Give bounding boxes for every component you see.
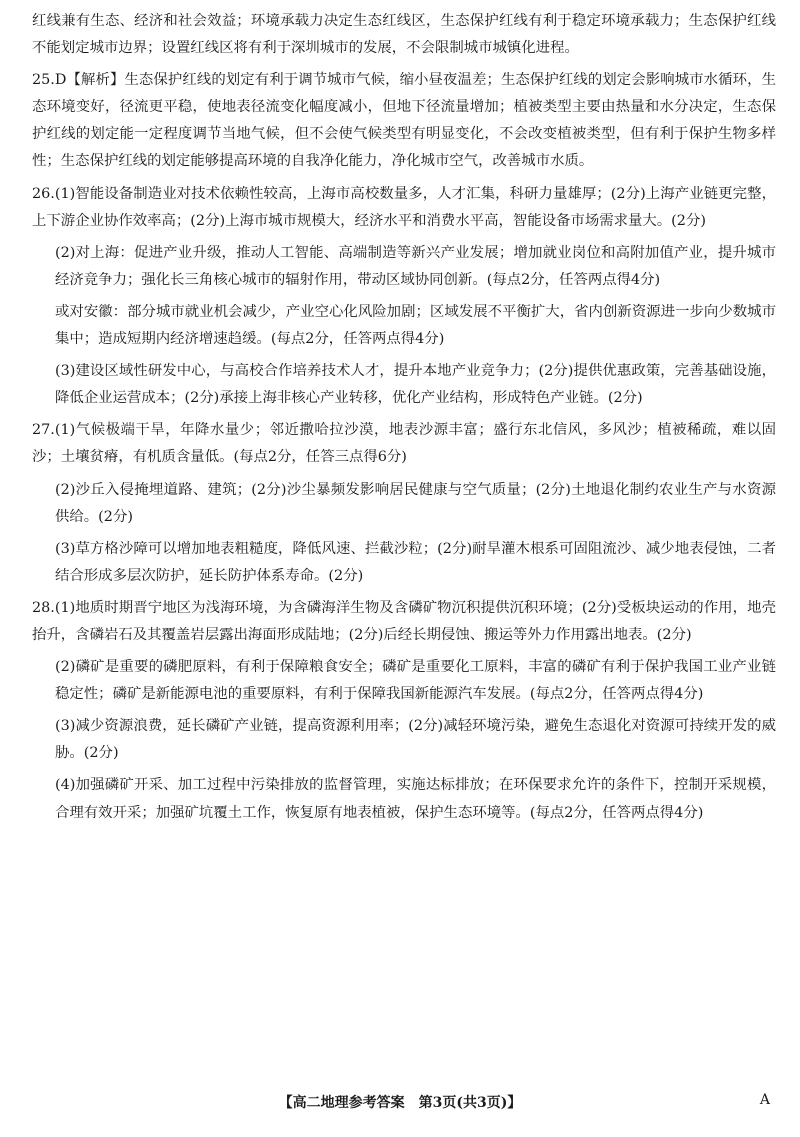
page-footer-title: 【高二地理参考答案 第3页(共3页)】 — [278, 1095, 522, 1111]
answer-27-2: (2)沙丘入侵掩埋道路、建筑；(2分)沙尘暴频发影响居民健康与空气质量；(2分)土地退化制约农业生产与水资源供给。(2分) — [55, 481, 776, 525]
answer-28-3: (3)减少资源浪费，延长磷矿产业链，提高资源利用率；(2分)减轻环境污染，避免生态退化对资源可持续开发的威胁。(2分) — [55, 718, 776, 762]
paragraph-intro: 红线兼有生态、经济和社会效益；环境承载力决定生态红线区，生态保护红线有利于稳定环境承载力；生态保护红线不能划定城市边界；设置红线区将有利于深圳城市的发展，不会限制城市城镇化进程。 — [32, 13, 776, 57]
answer-28-4: (4)加强磷矿开采、加工过程中污染排放的监督管理，实施达标排放；在环保要求允许的条件下，控制开采规模，合理有效开采；加强矿坑覆土工作，恢复原有地表植被，保护生态环境等。(每点2分，任答两点得4分) — [55, 777, 776, 821]
answer-26-2-alt: 或对安徽：部分城市就业机会减少，产业空心化风险加剧；区域发展不平衡扩大，省内创新资源进一步向少数城市集中；造成短期内经济增速趋缓。(每点2分，任答两点得4分) — [55, 303, 776, 348]
answer-26-1: 26.(1)智能设备制造业对技术依赖性较高，上海市高校数量多，人才汇集，科研力量雄厚；(2分)上海产业链更完整，上下游企业协作效率高；(2分)上海市城市规模大，经济水平和消费水平高，智能设备市场需求量大。(2分) — [32, 185, 776, 229]
answer-26-2: (2)对上海：促进产业升级，推动人工智能、高端制造等新兴产业发展；增加就业岗位和高附加值产业，提升城市经济竞争力；强化长三角核心城市的辐射作用，带动区域协同创新。(每点2分，任答两点得4分) — [55, 244, 776, 288]
answer-content — [32, 8, 776, 832]
answer-28-1: 28.(1)地质时期晋宁地区为浅海环境，为含磷海洋生物及含磷矿物沉积提供沉积环境；(2分)受板块运动的作用，地壳抬升，含磷岩石及其覆盖岩层露出海面形成陆地；(2分)后经长期侵蚀、搬运等外力作用露出地表。(2分) — [32, 599, 776, 643]
answer-27-1: 27.(1)气候极端干旱，年降水量少；邻近撒哈拉沙漠，地表沙源丰富；盛行东北信风，多风沙；植被稀疏，难以固沙；土壤贫瘠，有机质含量低。(每点2分，任答三点得6分) — [32, 422, 776, 466]
answer-28-2: (2)磷矿是重要的磷肥原料，有利于保障粮食安全；磷矿是重要化工原料，丰富的磷矿有利于保护我国工业产业链稳定性；磷矿是新能源电池的重要原料，有利于保障我国新能源汽车发展。(每点2分，任答两点得4分) — [55, 659, 776, 703]
answer-25: 25.D【解析】生态保护红线的划定有利于调节城市气候，缩小昼夜温差；生态保护红线的划定会影响城市水循环，生态环境变好，径流更平稳，使地表径流变化幅度减小，但地下径流量增加；植被类型主要由热量和水分决定，生态保护红线的划定能一定程度调节当地气候，但不会使气候类型有明显变化，不会改变植被类型，但有利于保护生物多样性；生态保护红线的划定能够提高环境的自我净化能力，净化城市空气，改善城市水质。 — [32, 72, 776, 170]
version-mark: A — [759, 1092, 770, 1108]
answer-26-3: (3)建设区域性研发中心，与高校合作培养技术人才，提升本地产业竞争力；(2分)提供优惠政策，完善基础设施，降低企业运营成本；(2分)承接上海非核心产业转移，优化产业结构，形成特色产业链。(2分) — [55, 363, 776, 407]
answer-27-3: (3)草方格沙障可以增加地表粗糙度，降低风速、拦截沙粒；(2分)耐旱灌木根系可固阻流沙、减少地表侵蚀，二者结合形成多层次防护，延长防护体系寿命。(2分) — [55, 540, 776, 584]
